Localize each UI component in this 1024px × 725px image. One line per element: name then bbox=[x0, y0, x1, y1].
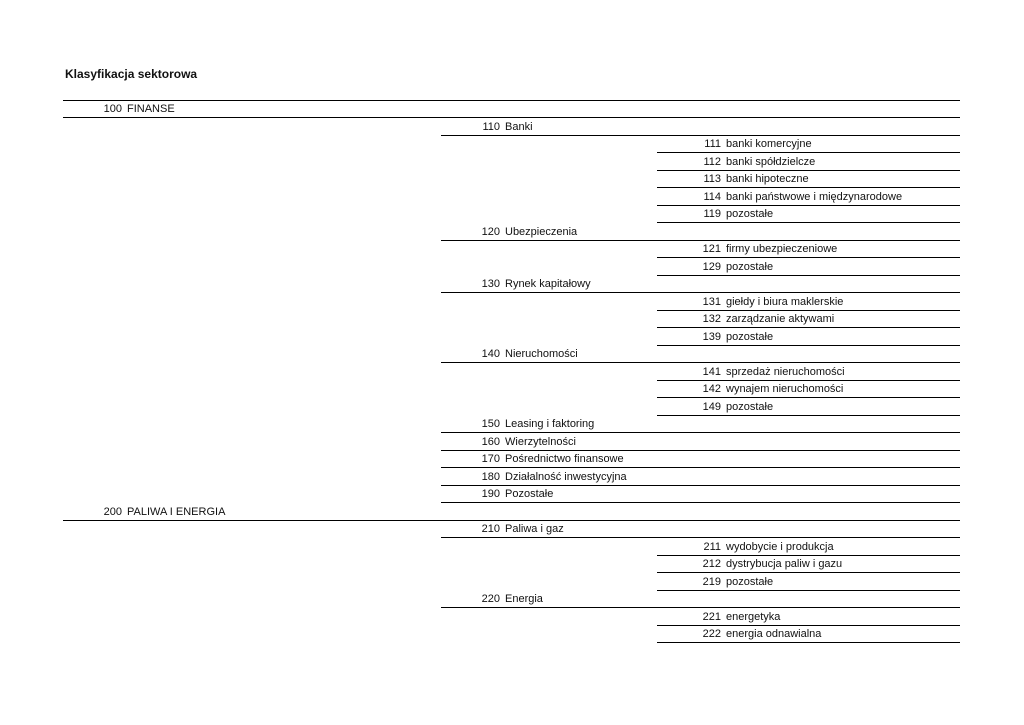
table-row bbox=[657, 574, 960, 591]
row-code: 132 bbox=[702, 313, 721, 325]
row-code: 119 bbox=[703, 208, 721, 220]
row-code: 219 bbox=[702, 575, 721, 588]
row-code: 210 bbox=[481, 523, 500, 535]
table-row bbox=[441, 276, 960, 293]
table-row bbox=[657, 259, 960, 276]
table-row bbox=[441, 451, 960, 468]
row-code: 149 bbox=[702, 400, 721, 413]
row-code: 180 bbox=[481, 470, 500, 483]
row-label: pozostałe bbox=[726, 260, 774, 273]
table-row bbox=[657, 241, 960, 258]
table-row bbox=[441, 434, 960, 451]
row-code: 130 bbox=[481, 278, 500, 290]
row-label: Pozostałe bbox=[505, 488, 554, 500]
table-row bbox=[63, 504, 960, 521]
table-row bbox=[657, 539, 960, 556]
table-row bbox=[441, 416, 960, 433]
table-row bbox=[441, 521, 960, 538]
row-label: wynajem nieruchomości bbox=[726, 383, 844, 395]
table-row bbox=[657, 364, 960, 381]
row-code: 190 bbox=[481, 488, 500, 500]
table-row bbox=[657, 136, 960, 153]
table-row bbox=[657, 154, 960, 171]
row-label: Wierzytelności bbox=[505, 435, 576, 448]
table-row bbox=[657, 609, 960, 626]
row-label: Ubezpieczenia bbox=[505, 225, 578, 238]
row-code: 222 bbox=[702, 628, 721, 640]
row-code: 121 bbox=[702, 243, 721, 255]
row-code: 140 bbox=[481, 348, 500, 360]
table-row bbox=[657, 381, 960, 398]
row-label: dystrybucja paliw i gazu bbox=[726, 558, 843, 570]
row-code: 221 bbox=[702, 610, 721, 623]
row-code: 114 bbox=[703, 190, 721, 203]
row-label: giełdy i biura maklerskie bbox=[726, 295, 844, 308]
row-code: 139 bbox=[702, 330, 721, 343]
table-row bbox=[441, 346, 960, 363]
row-code: 141 bbox=[702, 365, 721, 378]
row-label: pozostałe bbox=[726, 400, 774, 413]
row-label: Banki bbox=[505, 120, 533, 133]
table-row bbox=[657, 329, 960, 346]
row-code: 170 bbox=[481, 453, 500, 465]
row-label: banki państwowe i międzynarodowe bbox=[726, 190, 903, 203]
row-label: banki komercyjne bbox=[726, 138, 812, 150]
table-row bbox=[657, 171, 960, 188]
row-code: 110 bbox=[482, 120, 500, 133]
row-label: firmy ubezpieczeniowe bbox=[726, 243, 838, 255]
row-code: 120 bbox=[481, 225, 500, 238]
table-row bbox=[441, 469, 960, 486]
row-label: energia odnawialna bbox=[726, 628, 822, 640]
row-label: banki spółdzielcze bbox=[726, 155, 816, 168]
row-label: Energia bbox=[505, 593, 543, 605]
row-code: 220 bbox=[481, 593, 500, 605]
row-label: zarządzanie aktywami bbox=[726, 313, 835, 325]
table-row bbox=[441, 486, 960, 503]
table-row bbox=[657, 294, 960, 311]
row-code: 211 bbox=[703, 540, 721, 553]
row-label: Rynek kapitałowy bbox=[505, 278, 591, 290]
row-code: 100 bbox=[103, 103, 122, 115]
row-label: sprzedaż nieruchomości bbox=[726, 365, 845, 378]
table-row bbox=[63, 101, 960, 118]
row-code: 150 bbox=[481, 418, 500, 430]
row-code: 200 bbox=[103, 505, 122, 518]
row-code: 111 bbox=[704, 138, 721, 150]
table-row bbox=[441, 224, 960, 241]
row-label: PALIWA I ENERGIA bbox=[127, 505, 226, 518]
row-code: 129 bbox=[702, 260, 721, 273]
row-label: FINANSE bbox=[127, 103, 175, 115]
row-label: wydobycie i produkcja bbox=[726, 540, 834, 553]
row-label: Paliwa i gaz bbox=[505, 523, 564, 535]
table-row bbox=[657, 626, 960, 643]
table-row bbox=[657, 189, 960, 206]
row-label: pozostałe bbox=[726, 208, 774, 220]
row-label: Leasing i faktoring bbox=[505, 418, 595, 430]
table-row bbox=[657, 206, 960, 223]
row-code: 113 bbox=[703, 173, 721, 185]
table-row bbox=[441, 591, 960, 608]
row-code: 112 bbox=[703, 155, 721, 168]
row-label: energetyka bbox=[726, 610, 781, 623]
table-row bbox=[657, 311, 960, 328]
row-label: Pośrednictwo finansowe bbox=[505, 453, 624, 465]
table-row bbox=[657, 556, 960, 573]
row-label: Działalność inwestycyjna bbox=[505, 470, 627, 483]
row-label: Nieruchomości bbox=[505, 348, 578, 360]
row-code: 160 bbox=[481, 435, 500, 448]
row-label: pozostałe bbox=[726, 330, 774, 343]
table-row bbox=[657, 399, 960, 416]
row-code: 131 bbox=[702, 295, 721, 308]
row-code: 212 bbox=[702, 558, 721, 570]
row-divider bbox=[657, 642, 960, 643]
row-label: pozostałe bbox=[726, 575, 774, 588]
row-code: 142 bbox=[702, 383, 721, 395]
row-label: banki hipoteczne bbox=[726, 173, 809, 185]
page-title: Klasyfikacja sektorowa bbox=[65, 67, 198, 81]
table-row bbox=[441, 119, 960, 136]
